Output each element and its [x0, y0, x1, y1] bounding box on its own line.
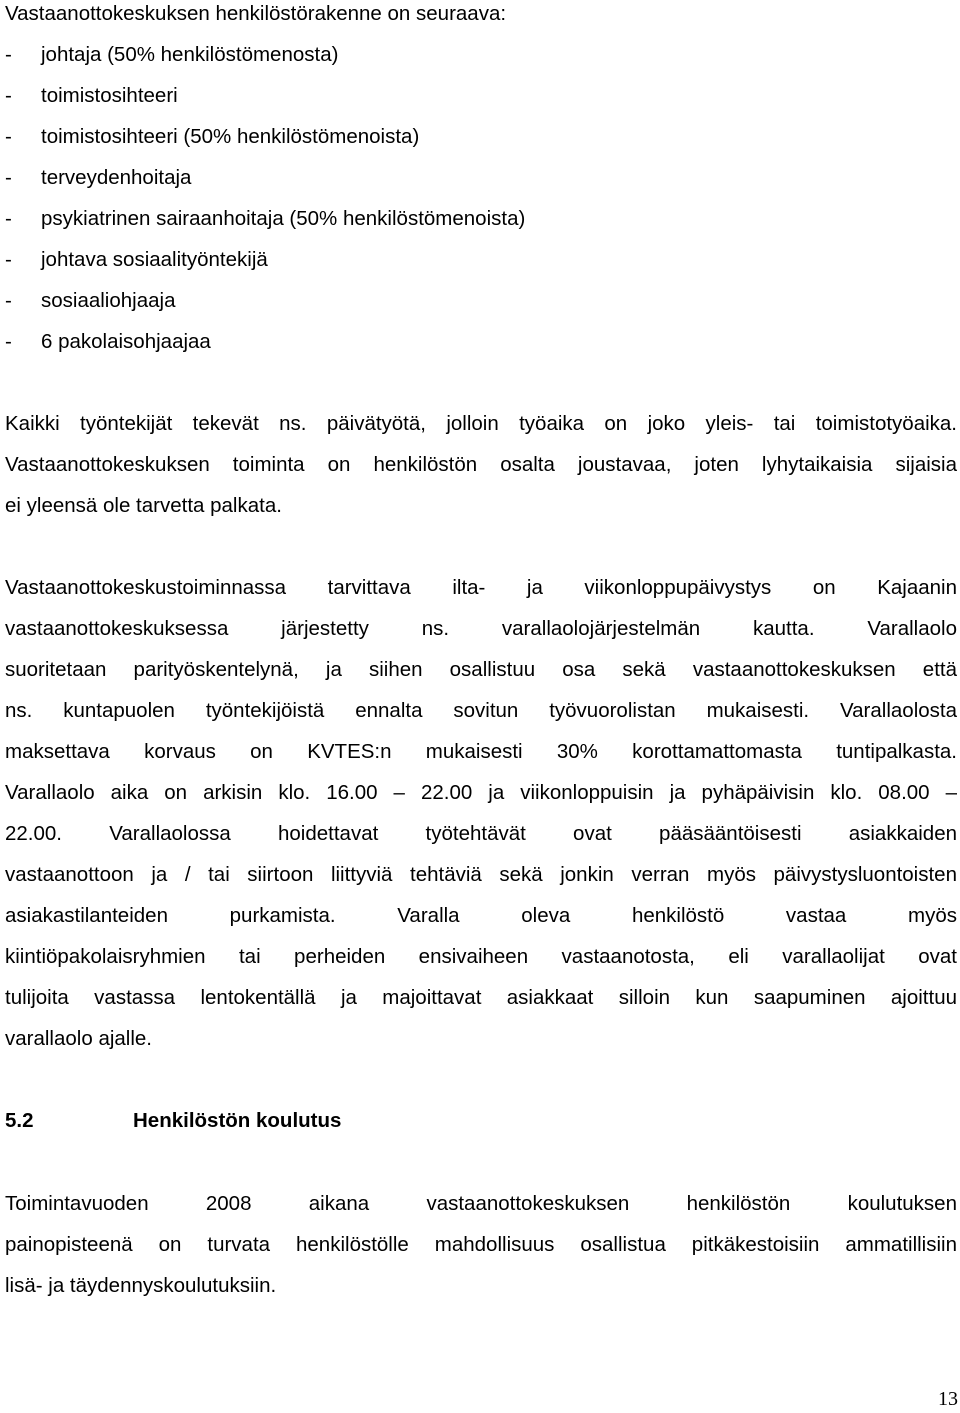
paragraph-working-hours — [5, 403, 957, 526]
page-number: 13 — [938, 1388, 958, 1410]
staff-intro: Vastaanottokeskuksen henkilöstörakenne on seuraava: — [5, 2, 507, 25]
paragraph-training — [5, 1183, 957, 1306]
paragraph-line: Vastaanottokeskustoiminnassa tarvittava ilta- ja viikonloppupäivystys on Kajaanin — [5, 576, 957, 599]
section-heading — [5, 1100, 341, 1141]
paragraph-line: Kaikki työntekijät tekevät ns. päivätyötä, jolloin työaika on joko yleis- tai toimistotyöaika. — [5, 412, 957, 435]
paragraph-line: asiakastilanteiden purkamista. Varalla oleva henkilöstö vastaa myös — [5, 904, 957, 927]
paragraph-line: Toimintavuoden 2008 aikana vastaanottokeskuksen henkilöstön koulutuksen — [5, 1192, 957, 1215]
list-dash: - — [5, 248, 12, 271]
paragraph-line: lisä- ja täydennyskoulutuksiin. — [5, 1274, 277, 1297]
paragraph-line: suoritetaan parityöskentelynä, ja siihen osallistuu osa sekä vastaanottokeskuksen että — [5, 658, 957, 681]
list-dash: - — [5, 166, 12, 189]
list-dash: - — [5, 289, 12, 312]
paragraph-line: maksettava korvaus on KVTES:n mukaisesti 30% korottamattomasta tuntipalkasta. — [5, 740, 957, 763]
staff-list — [5, 34, 525, 362]
list-item-text: johtava sosiaalityöntekijä — [41, 248, 268, 271]
list-dash: - — [5, 207, 12, 230]
list-item — [5, 239, 525, 280]
list-item — [5, 116, 525, 157]
list-item — [5, 198, 525, 239]
paragraph-line: varallaolo ajalle. — [5, 1027, 153, 1050]
section-number: 5.2 — [5, 1109, 34, 1132]
list-item — [5, 280, 525, 321]
paragraph-line: 22.00. Varallaolossa hoidettavat työtehtävät ovat pääsääntöisesti asiakkaiden — [5, 822, 957, 845]
list-dash: - — [5, 84, 12, 107]
paragraph-line: vastaanottokeskuksessa järjestetty ns. varallaolojärjestelmän kautta. Varallaolo — [5, 617, 957, 640]
list-item-text: johtaja (50% henkilöstömenosta) — [41, 43, 339, 66]
list-item — [5, 157, 525, 198]
list-item-text: 6 pakolaisohjaajaa — [41, 330, 211, 353]
paragraph-line: ns. kuntapuolen työntekijöistä ennalta sovitun työvuorolistan mukaisesti. Varallaolosta — [5, 699, 957, 722]
paragraph-on-call-system — [5, 567, 957, 1059]
list-item-text: sosiaaliohjaaja — [41, 289, 176, 312]
list-item-text: psykiatrinen sairaanhoitaja (50% henkilöstömenoista) — [41, 207, 526, 230]
list-item — [5, 75, 525, 116]
paragraph-line: painopisteenä on turvata henkilöstölle mahdollisuus osallistua pitkäkestoisiin ammatillisiin — [5, 1233, 957, 1256]
list-item-text: toimistosihteeri (50% henkilöstömenoista) — [41, 125, 420, 148]
list-item-text: toimistosihteeri — [41, 84, 178, 107]
paragraph-line: Varallaolo aika on arkisin klo. 16.00 – 22.00 ja viikonloppuisin ja pyhäpäivisin klo. 08.00 – — [5, 781, 957, 804]
list-item — [5, 34, 525, 75]
paragraph-line: tulijoita vastassa lentokentällä ja majoittavat asiakkaat silloin kun saapuminen ajoittuu — [5, 986, 957, 1009]
list-item — [5, 321, 525, 362]
list-dash: - — [5, 125, 12, 148]
paragraph-line: kiintiöpakolaisryhmien tai perheiden ensivaiheen vastaanotosta, eli varallaolijat ovat — [5, 945, 957, 968]
list-dash: - — [5, 330, 12, 353]
list-dash: - — [5, 43, 12, 66]
paragraph-line: vastaanottoon ja / tai siirtoon liittyviä tehtäviä sekä jonkin verran myös päivystysluontoisten — [5, 863, 957, 886]
section-title: Henkilöstön koulutus — [133, 1109, 342, 1132]
list-item-text: terveydenhoitaja — [41, 166, 192, 189]
paragraph-line: ei yleensä ole tarvetta palkata. — [5, 494, 282, 517]
paragraph-line: Vastaanottokeskuksen toiminta on henkilöstön osalta joustavaa, joten lyhytaikaisia sijaisia — [5, 453, 957, 476]
